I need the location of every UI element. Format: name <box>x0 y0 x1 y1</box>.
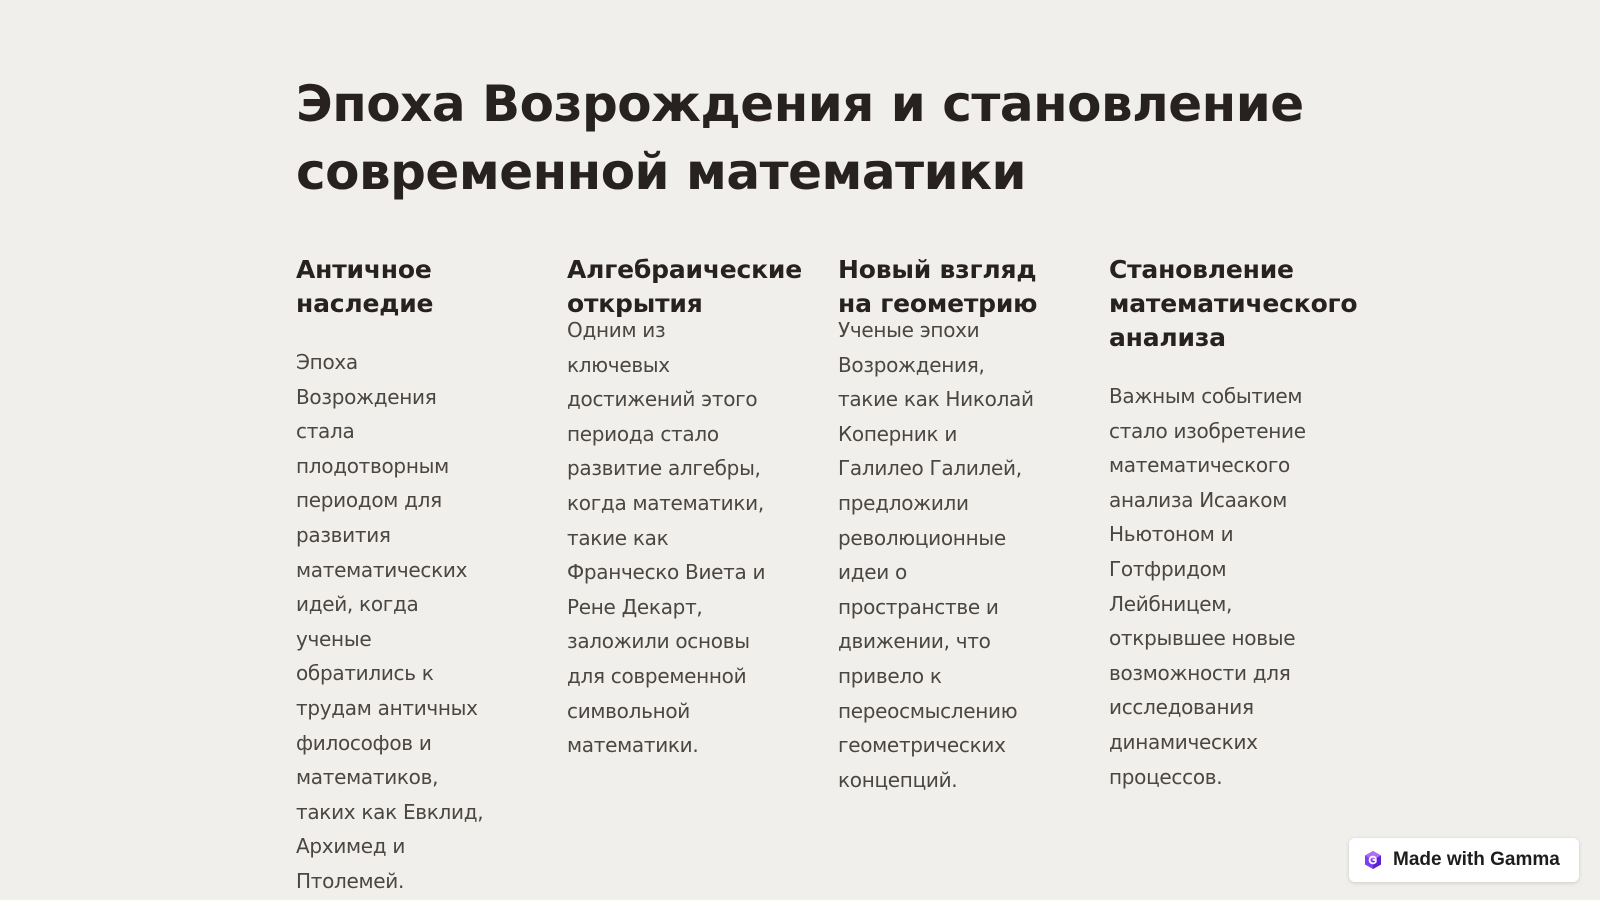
column-heading: Новый взгляд на геометрию <box>838 255 1038 318</box>
column-new-geometry <box>838 253 1038 797</box>
made-with-gamma-badge[interactable] <box>1349 838 1579 882</box>
gamma-logo-icon <box>1363 850 1383 870</box>
slide-title: Эпоха Возрождения и становление современной математики <box>296 75 1304 201</box>
column-body: Ученые эпохи Возрождения, такие как Николай Коперник и Галилео Галилей, предложили революционные идеи о пространстве и движении, что привело к переосмыслению геометрических концепций. <box>838 318 1034 792</box>
column-algebraic-discoveries <box>567 253 802 763</box>
column-calculus <box>1109 253 1358 794</box>
column-body: Важным событием стало изобретение математического анализа Исааком Ньютоном и Готфридом Лейбницем, открывшее новые возможности для исследования динамических процессов. <box>1109 384 1306 789</box>
badge-label: Made with Gamma <box>1393 849 1560 870</box>
column-heading: Алгебраические открытия <box>567 255 802 318</box>
column-body: Одним из ключевых достижений этого периода стало развитие алгебры, когда математики, такие как Франческо Виета и Рене Декарт, заложили основы для современной символьной математики. <box>567 318 766 758</box>
column-body: Эпоха Возрождения стала плодотворным периодом для развития математических идей, когда ученые обратились к трудам античных философов и математиков, таких как Евклид, Архимед и Птолемей. <box>296 350 484 893</box>
column-heading: Античное наследие <box>296 255 434 318</box>
column-ancient-heritage <box>296 253 496 899</box>
column-heading: Становление математического анализа <box>1109 255 1358 352</box>
